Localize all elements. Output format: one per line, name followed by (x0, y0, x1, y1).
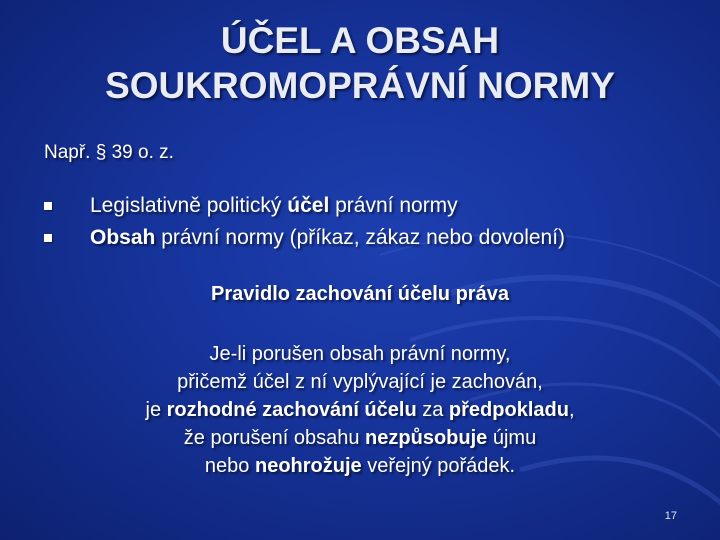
bullet-text: Legislativně politický účel právní normy (90, 194, 458, 217)
page-number: 17 (664, 510, 677, 522)
square-bullet-icon (44, 202, 52, 210)
bold-term: účel (287, 194, 330, 217)
paragraph-line: přičemž účel z ní vyplývající je zachován, (177, 371, 543, 393)
rule-heading: Pravidlo zachování účelu práva (211, 283, 509, 305)
bullet-list (44, 190, 565, 254)
slide-title (40, 18, 680, 108)
rule-paragraph (0, 340, 720, 480)
bullet-item-purpose (44, 190, 565, 222)
title-line-1: ÚČEL A OBSAH (220, 20, 500, 61)
paragraph-line: je rozhodné zachování účelu za předpokladu, (145, 399, 575, 421)
paragraph-line: Je-li porušen obsah právní normy, (209, 343, 511, 365)
bullet-text: Obsah právní normy (příkaz, zákaz nebo dovolení) (90, 226, 566, 249)
bullet-item-content (44, 222, 565, 254)
legal-reference: Např. § 39 o. z. (44, 142, 174, 163)
paragraph-line: že porušení obsahu nezpůsobuje újmu (183, 427, 537, 449)
bold-term: Obsah (90, 226, 156, 249)
square-bullet-icon (44, 234, 52, 242)
title-line-2: SOUKROMOPRÁVNÍ NORMY (105, 65, 615, 106)
paragraph-line: nebo neohrožuje veřejný pořádek. (204, 455, 516, 477)
